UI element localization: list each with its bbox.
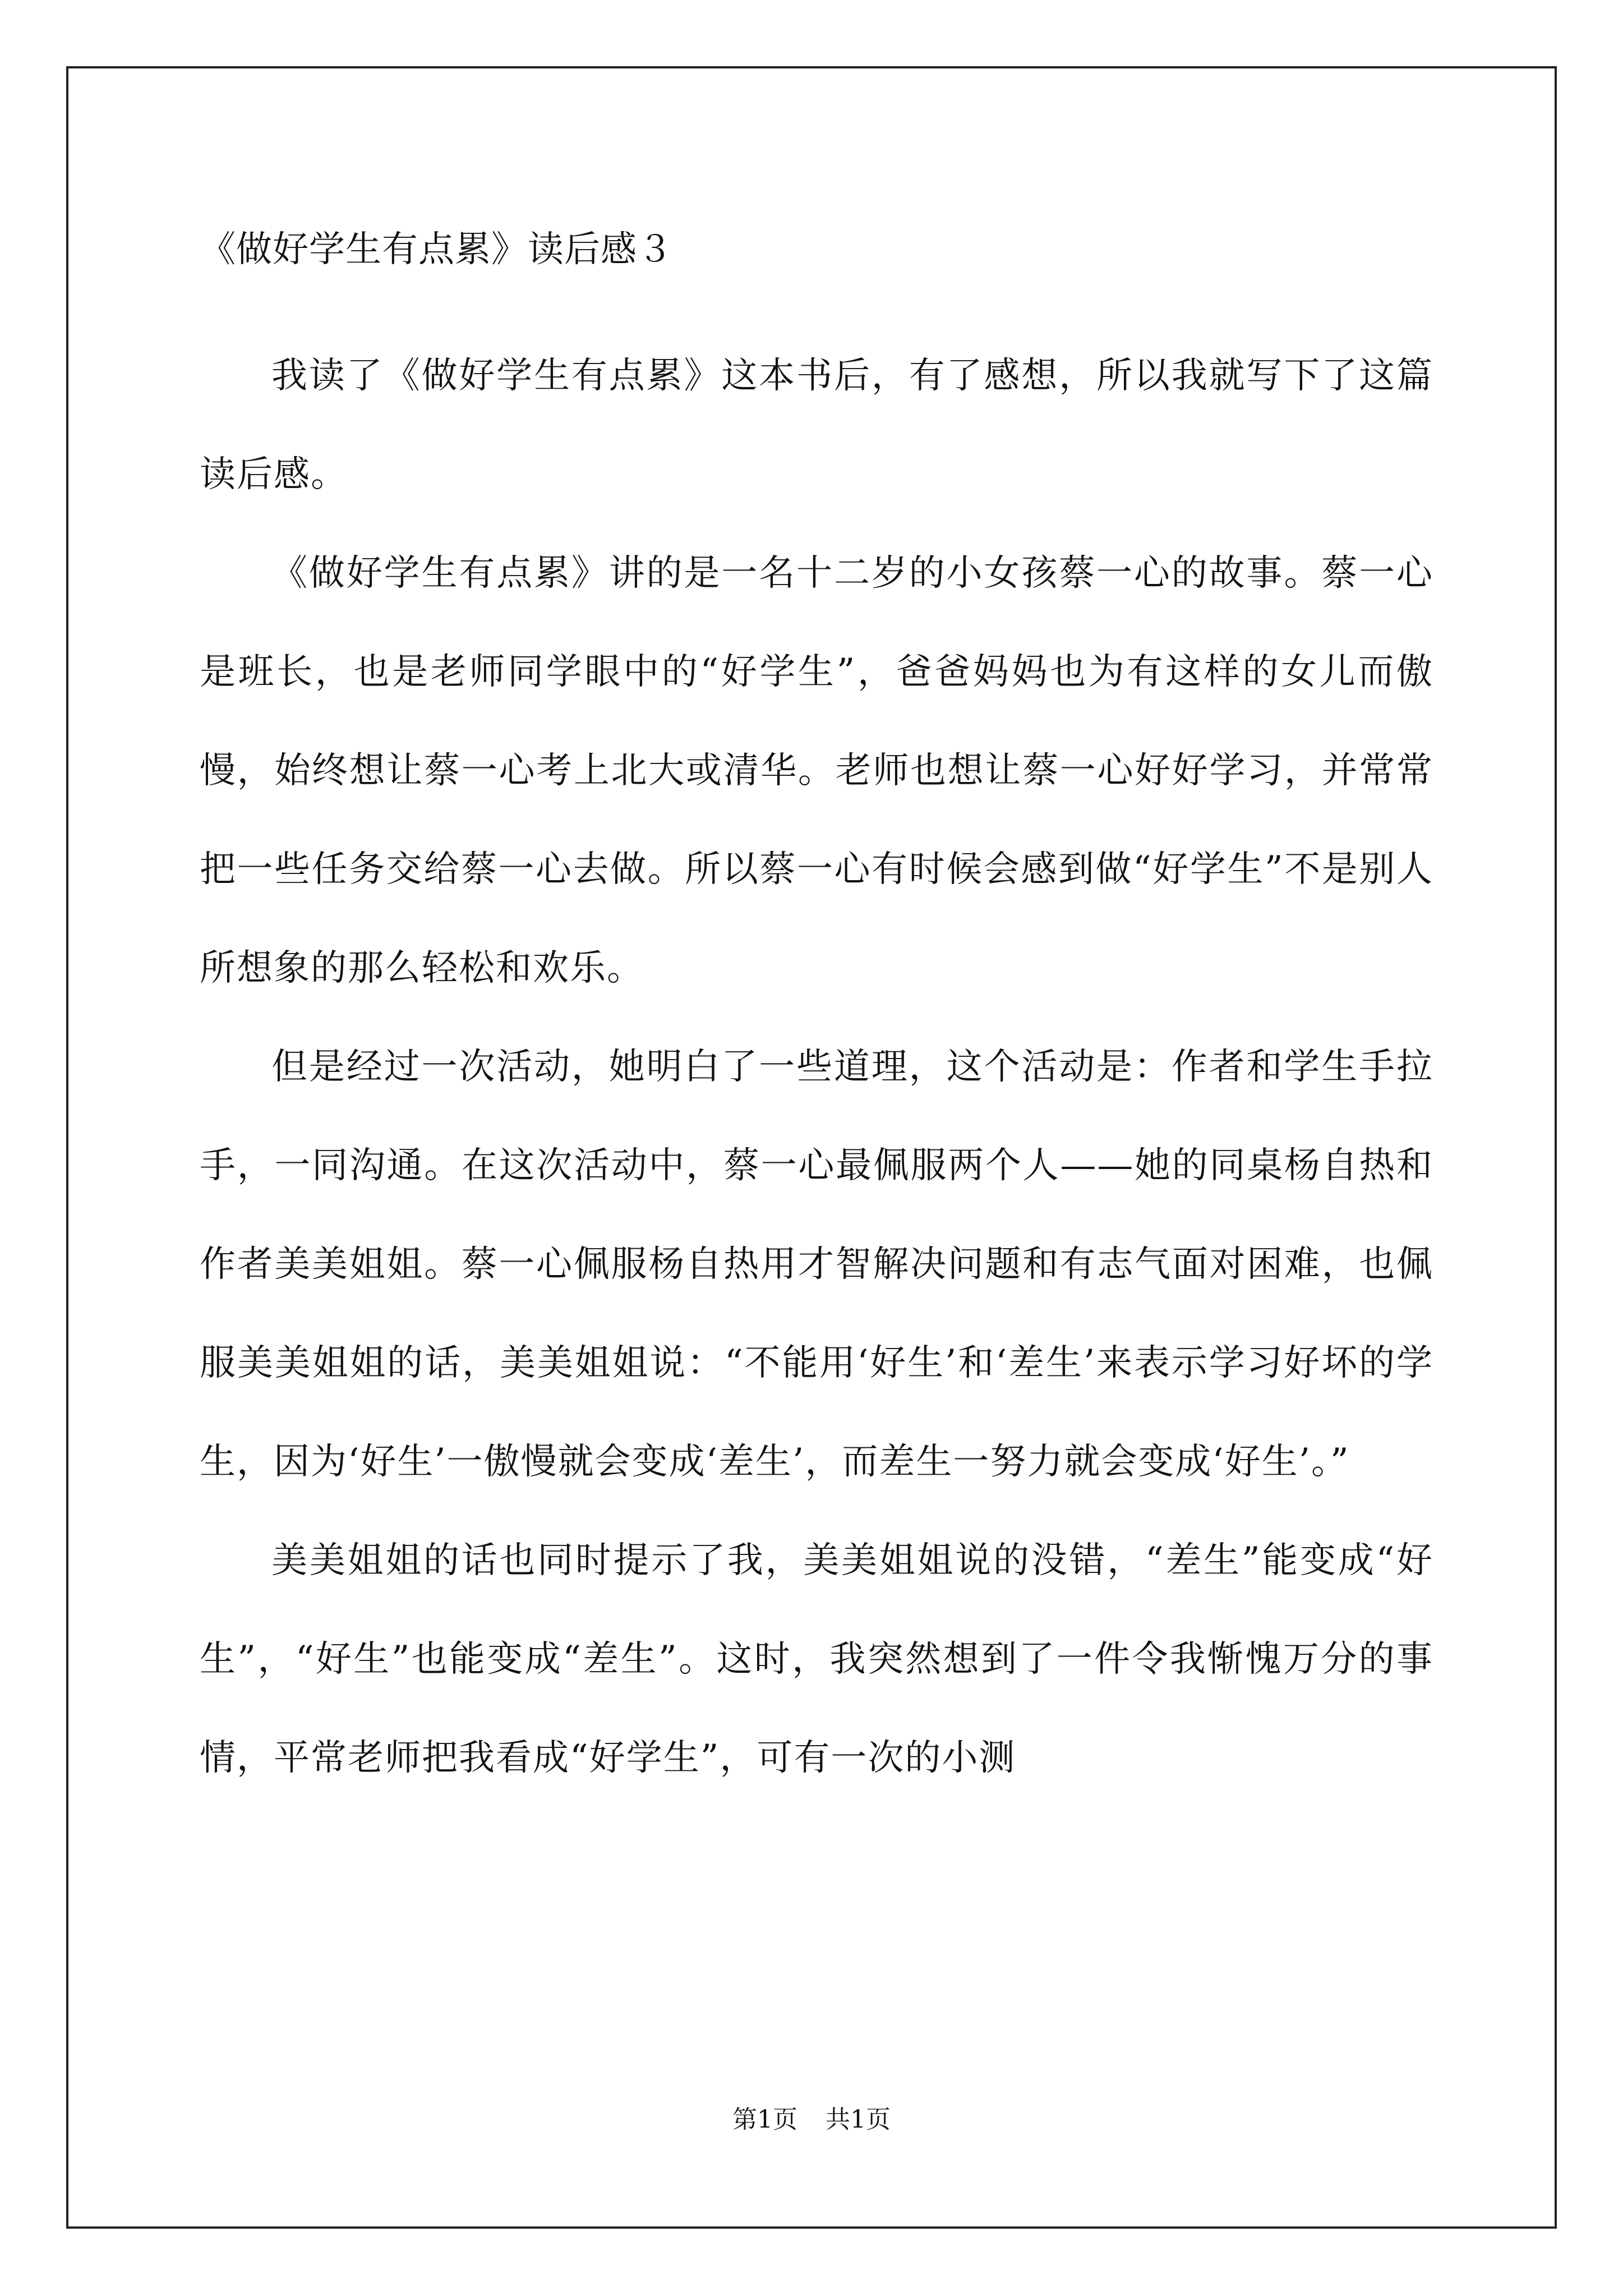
page-number-total: 共1页 (826, 2105, 891, 2134)
paragraph: 我读了《做好学生有点累》这本书后，有了感想，所以我就写下了这篇读后感。 (200, 355, 1433, 495)
paragraph: 《做好学生有点累》讲的是一名十二岁的小女孩蔡一心的故事。蔡一心是班长，也是老师同学眼中的“好学生”，爸爸妈妈也为有这样的女儿而傲慢，始终想让蔡一心考上北大或清华。老师也想让蔡一心好好学习，并常常把一些任务交给蔡一心去做。所以蔡一心有时候会感到做“好学生”不是别人所想象的那么轻松和欢乐。 (200, 553, 1433, 989)
page-footer (0, 2103, 1623, 2137)
document-body (200, 216, 1433, 1807)
document-title: 《做好学生有点累》读后感３ (200, 229, 674, 270)
paragraph: 美美姐姐的话也同时提示了我，美美姐姐说的没错，“差生”能变成“好生”，“好生”也能变成“差生”。这时，我突然想到了一件令我惭愧万分的事情，平常老师把我看成“好学生”，可有一次的小测 (200, 1540, 1433, 1779)
page-number-current: 第1页 (732, 2105, 797, 2134)
paragraph: 但是经过一次活动，她明白了一些道理，这个活动是：作者和学生手拉手，一同沟通。在这次活动中，蔡一心最佩服两个人——她的同桌杨自热和作者美美姐姐。蔡一心佩服杨自热用才智解决问题和有志气面对困难，也佩服美美姐姐的话，美美姐姐说：“不能用‘好生’和‘差生’来表示学习好坏的学生，因为‘好生’一傲慢就会变成‘差生’，而差生一努力就会变成‘好生’。” (200, 1046, 1433, 1483)
